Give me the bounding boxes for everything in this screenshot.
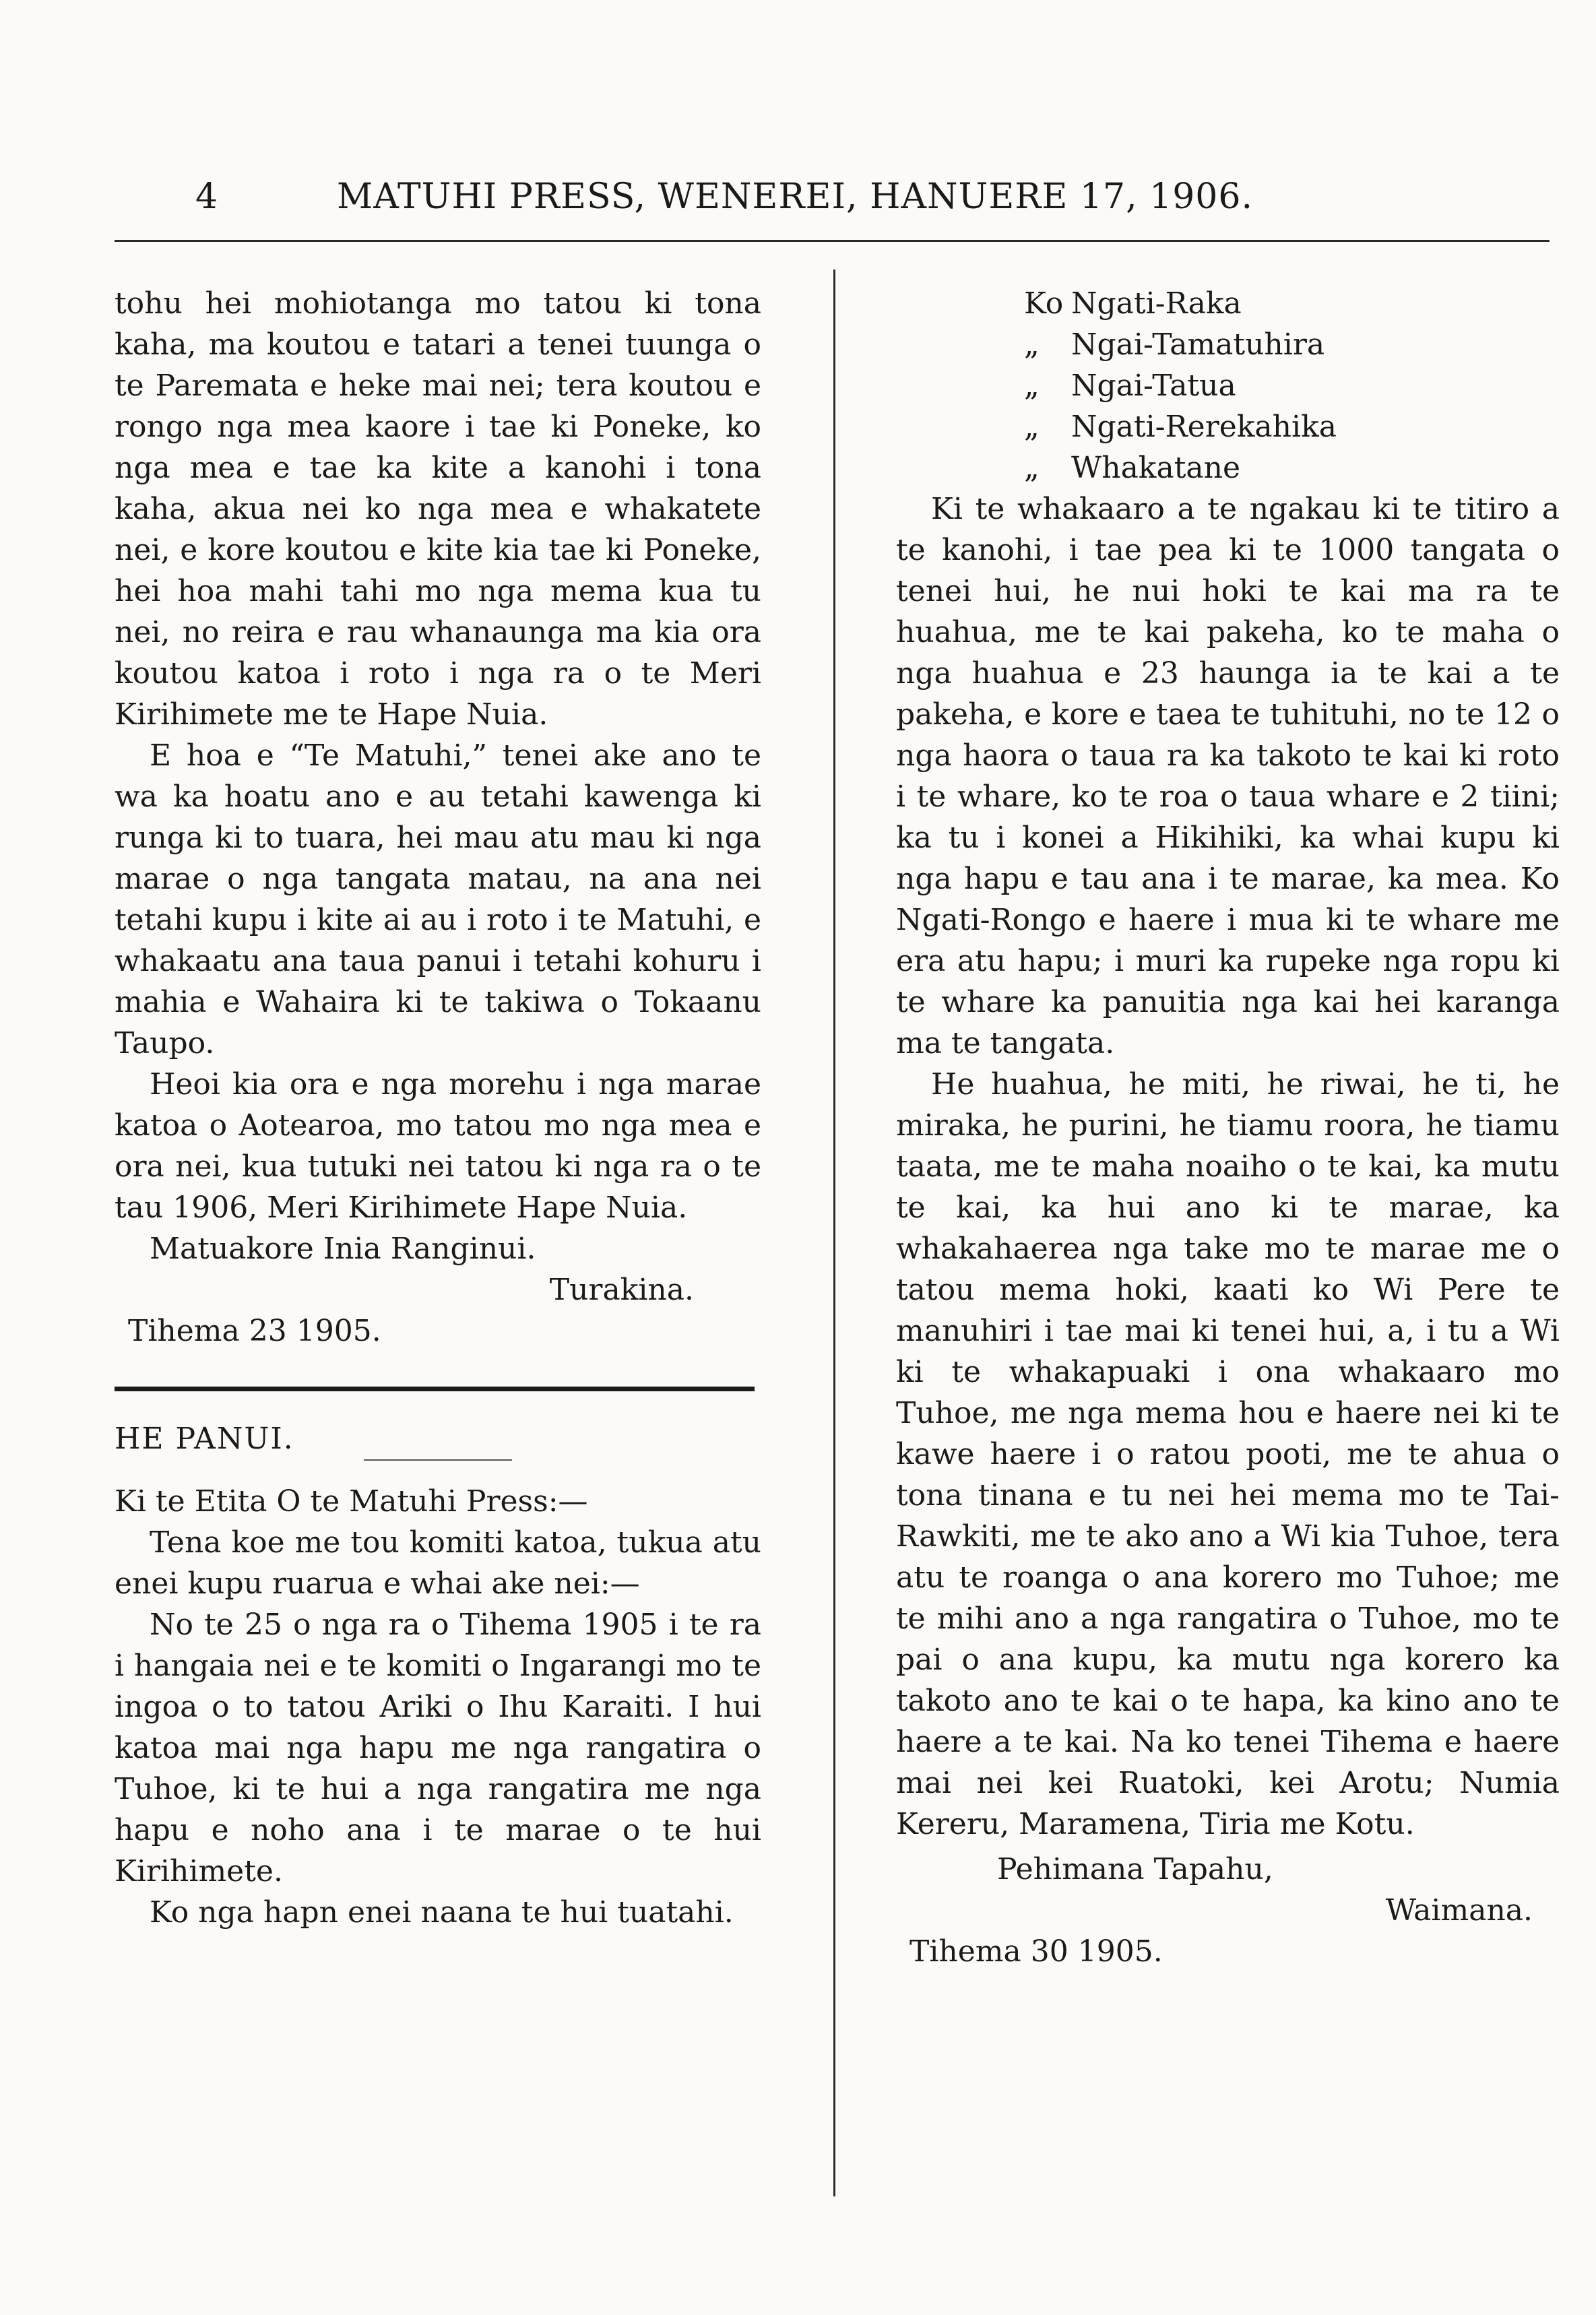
masthead: MATUHI PRESS, WENEREI, HANUERE 17, 1906.: [337, 177, 1254, 217]
report-date: Tihema 30 1905.: [909, 1934, 1163, 1969]
tribe-prefix: „: [1024, 327, 1040, 362]
tribe-list-item: [896, 406, 1560, 447]
tribe-prefix: Ko: [1024, 286, 1064, 321]
page-header: [182, 177, 1327, 224]
report-paragraph: Ki te whakaaro a te ngakau ki te titiro a te kanohi, i tae pea ki te 1000 tangata o tenei hui, he nui hoki te kai ma ra te huahua, me te kai pakeha, ko te maha o nga huahua e 23 haunga ia te kai a te pakeha, e kore e taea te tuhituhi, no te 12 o nga haora o taua ra ka takoto te kai ki roto i te whare, ko te roa o taua whare e 2 tiini; ka tu i konei a Hikihiki, ka whai kupu ki nga hapu e tau ana i te marae, ka mea. Ko Ngati-Rongo e haere i mua ki te whare me era atu hapu; i muri ka rupeke nga ropu ki te whare ka panuitia nga kai hei karanga ma te tangata.: [896, 492, 1560, 1060]
letter-signature: Matuakore Inia Ranginui.: [150, 1232, 536, 1266]
tribe-name: Ngati-Raka: [1071, 286, 1242, 321]
column-divider: [833, 269, 835, 2196]
header-rule: [115, 240, 1550, 242]
letter-paragraph: tohu hei mohiotanga mo tatou ki tona kaha, ma koutou e tatari a tenei tuunga o te Paremata e heke mai nei; tera koutou e rongo nga mea kaore i tae ki Poneke, ko nga mea e tae ka kite a kanohi i tona kaha, akua nei ko nga mea e whakatete nei, e kore koutou e kite kia tae ki Poneke, hei hoa mahi tahi mo nga mema kua tu nei, no reira e rau whanaunga ma kia ora koutou katoa i roto i nga ra o te Meri Kirihimete me te Hape Nuia.: [115, 286, 761, 732]
letter-place: Turakina.: [549, 1273, 694, 1307]
report-place: Waimana.: [1385, 1893, 1533, 1928]
tribe-prefix: „: [1024, 451, 1040, 485]
letter-paragraph: Heoi kia ora e nga morehu i nga marae katoa o Aotearoa, mo tatou mo nga mea e ora nei, kua tutuki nei tatou ki nga ra o te tau 1906, Meri Kirihimete Hape Nuia.: [115, 1067, 761, 1225]
right-column: [896, 283, 1560, 1972]
tribe-prefix: „: [1024, 410, 1040, 444]
tribe-list-item: [896, 447, 1560, 488]
notice-paragraph: No te 25 o nga ra o Tihema 1905 i te ra i hangaia nei e te komiti o Ingarangi mo te ingoa o to tatou Ariki o Ihu Karaiti. I hui katoa mai nga hapu me nga rangatira o Tuhoe, ki te hui a nga rangatira me nga hapu e noho ana i te marae o te hui Kirihimete.: [115, 1608, 761, 1889]
page-number: 4: [195, 177, 219, 217]
report-paragraph: He huahua, he miti, he riwai, he ti, he miraka, he purini, he tiamu roora, he tiamu taata, me te maha noaiho o te kai, ka mutu te kai, ka hui ano ki te marae, ka whakahaerea nga take mo te marae me o tatou mema hoki, kaati ko Wi Pere te manuhiri i tae mai ki tenei hui, a, i tu a Wi ki te whakapuaki i ona whakaaro mo Tuhoe, me nga mema hou e haere nei ki te kawe haere i o ratou pooti, me te ahua o tona tinana e tu nei hei mema mo te Tai-Rawkiti, me te ako ano a Wi kia Tuhoe, tera atu te roanga o ana korero mo Tuhoe; me te mihi ano a nga rangatira o Tuhoe, mo te pai o ana kupu, ka mutu nga korero ka takoto ano te kai o te hapa, ka kino ano te haere a te kai. Na ko tenei Tihema e haere mai nei kei Ruatoki, kei Arotu; Numia Kereru, Maramena, Tiria me Kotu.: [896, 1067, 1560, 1841]
tribe-name: Ngai-Tatua: [1071, 369, 1236, 403]
tribe-name: Ngati-Rerekahika: [1071, 410, 1337, 444]
tribe-prefix: „: [1024, 369, 1040, 403]
title-underline: [364, 1459, 512, 1461]
report-signature: Pehimana Tapahu,: [997, 1852, 1273, 1886]
notice-paragraph: Tena koe me tou komiti katoa, tukua atu enei kupu ruarua e whai ake nei:—: [115, 1525, 761, 1601]
tribe-list-item: [896, 365, 1560, 406]
section-title: HE PANUI.: [115, 1422, 294, 1456]
section-rule: [115, 1387, 755, 1391]
letter-paragraph: E hoa e “Te Matuhi,” tenei ake ano te wa ka hoatu ano e au tetahi kawenga ki runga ki to tuara, hei mau atu mau ki nga marae o nga tangata matau, na ana nei tetahi kupu i kite ai au i roto i te Matuhi, e whakaatu ana taua panui i tetahi kohuru i mahia e Wahaira ki te takiwa o Tokaanu Taupo.: [115, 738, 761, 1060]
tribe-list-item: [896, 283, 1560, 324]
left-column: [115, 283, 761, 1933]
tribe-list-item: [896, 324, 1560, 365]
letter-date: Tihema 23 1905.: [128, 1314, 381, 1348]
notice-address: Ki te Etita O te Matuhi Press:—: [115, 1484, 588, 1519]
tribe-name: Ngai-Tamatuhira: [1071, 327, 1325, 362]
notice-paragraph: Ko nga hapn enei naana te hui tuatahi.: [150, 1895, 734, 1930]
tribe-name: Whakatane: [1071, 451, 1240, 485]
